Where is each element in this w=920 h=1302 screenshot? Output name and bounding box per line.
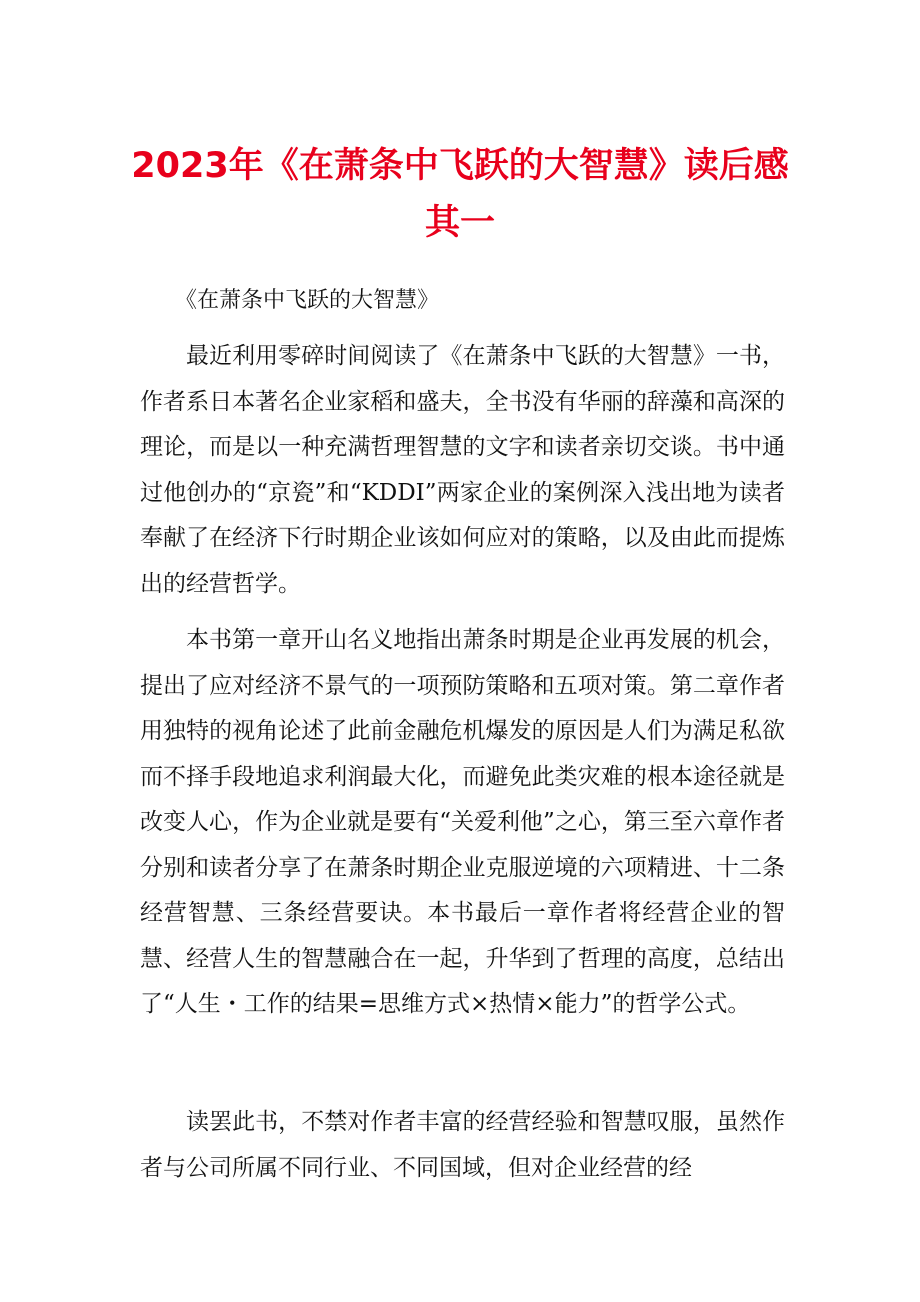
paragraph-3: 读罢此书，不禁对作者丰富的经营经验和智慧叹服，虽然作者与公司所属不同行业、不同国域，但对企业经营的经: [140, 1109, 785, 1181]
paragraph-2: 本书第一章开山名义地指出萧条时期是企业再发展的机会，提出了应对经济不景气的一项预防策略和五项对策。第二章作者用独特的视角论述了此前金融危机爆发的原因是人们为满足私欲而不择手段地追求利润最大化，而避免此类灾难的根本途径就是改变人心，作为企业就是要有“关爱利他”之心，第三至六章作者分别和读者分享了在萧条时期企业克服逆境的六项精进、十二条经营智慧、三条经营要诀。本书最后一章作者将经营企业的智慧、经营人生的智慧融合在一起，升华到了哲理的高度，总结出了“人生・工作的结果=思维方式×热情×能力”的哲学公式。: [140, 627, 785, 1017]
document-title: 2023年《在萧条中飞跃的大智慧》读后感其一: [131, 146, 789, 243]
paragraph-1: 最近利用零碎时间阅读了《在萧条中飞跃的大智慧》一书，作者系日本著名企业家稻和盛夫，全书没有华丽的辞藻和高深的理论，而是以一种充满哲理智慧的文字和读者亲切交谈。书中通过他创办的“京瓷”和“KDDI”两家企业的案例深入浅出地为读者奉献了在经济下行时期企业该如何应对的策略，以及由此而提炼出的经营哲学。: [140, 343, 785, 597]
book-title-line: 《在萧条中飞跃的大智慧》: [175, 288, 440, 313]
